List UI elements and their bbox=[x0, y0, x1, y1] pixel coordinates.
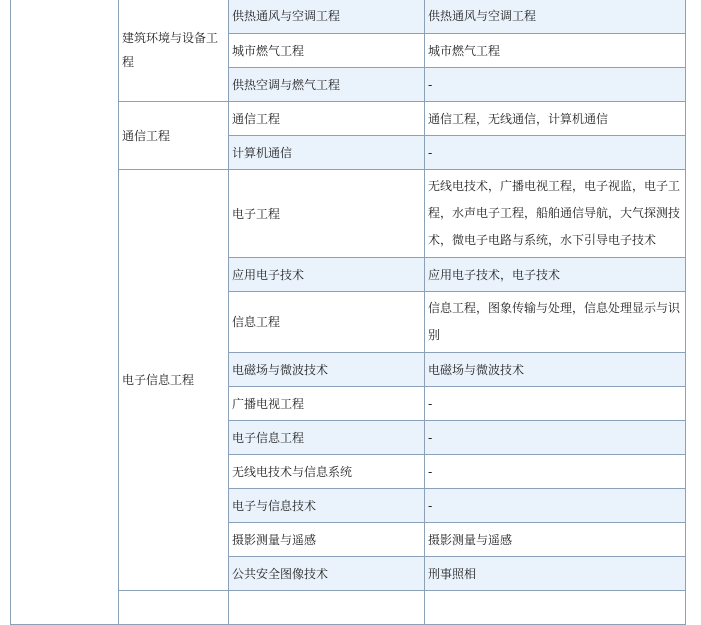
major-cell: 应用电子技术 bbox=[229, 258, 425, 292]
related-cell bbox=[425, 591, 686, 625]
related-cell: 应用电子技术，电子技术 bbox=[425, 258, 686, 292]
major-cell: 无线电技术与信息系统 bbox=[229, 455, 425, 489]
related-cell: 无线电技术，广播电视工程，电子视监，电子工程，水声电子工程，船舶通信导航，大气探测技术，微电子电路与系统，水下引导电子技术 bbox=[425, 170, 686, 258]
related-cell: - bbox=[425, 455, 686, 489]
related-cell: 信息工程，图象传输与处理，信息处理显示与识别 bbox=[425, 292, 686, 353]
related-cell: 刑事照相 bbox=[425, 557, 686, 591]
major-cell: 电子工程 bbox=[229, 170, 425, 258]
category-cell: 电子信息工程 bbox=[119, 170, 229, 591]
related-cell: 电磁场与微波技术 bbox=[425, 353, 686, 387]
related-cell: 供热通风与空调工程 bbox=[425, 0, 686, 34]
major-table bbox=[10, 0, 686, 625]
major-cell bbox=[229, 591, 425, 625]
major-cell: 供热通风与空调工程 bbox=[229, 0, 425, 34]
major-cell: 广播电视工程 bbox=[229, 387, 425, 421]
major-cell: 信息工程 bbox=[229, 292, 425, 353]
related-cell: 摄影测量与遥感 bbox=[425, 523, 686, 557]
table-row bbox=[11, 0, 686, 34]
major-cell: 电子与信息技术 bbox=[229, 489, 425, 523]
related-cell: - bbox=[425, 387, 686, 421]
related-cell: - bbox=[425, 489, 686, 523]
related-cell: 通信工程，无线通信，计算机通信 bbox=[425, 102, 686, 136]
major-cell: 计算机通信 bbox=[229, 136, 425, 170]
major-cell: 供热空调与燃气工程 bbox=[229, 68, 425, 102]
major-cell: 摄影测量与遥感 bbox=[229, 523, 425, 557]
category-cell: 通信工程 bbox=[119, 102, 229, 170]
related-cell: 城市燃气工程 bbox=[425, 34, 686, 68]
related-cell: - bbox=[425, 68, 686, 102]
major-cell: 城市燃气工程 bbox=[229, 34, 425, 68]
outer-blank-cell bbox=[11, 0, 119, 625]
major-cell: 电子信息工程 bbox=[229, 421, 425, 455]
category-cell bbox=[119, 591, 229, 625]
related-cell: - bbox=[425, 421, 686, 455]
major-cell: 通信工程 bbox=[229, 102, 425, 136]
category-cell: 建筑环境与设备工程 bbox=[119, 0, 229, 102]
major-cell: 公共安全图像技术 bbox=[229, 557, 425, 591]
related-cell: - bbox=[425, 136, 686, 170]
major-cell: 电磁场与微波技术 bbox=[229, 353, 425, 387]
